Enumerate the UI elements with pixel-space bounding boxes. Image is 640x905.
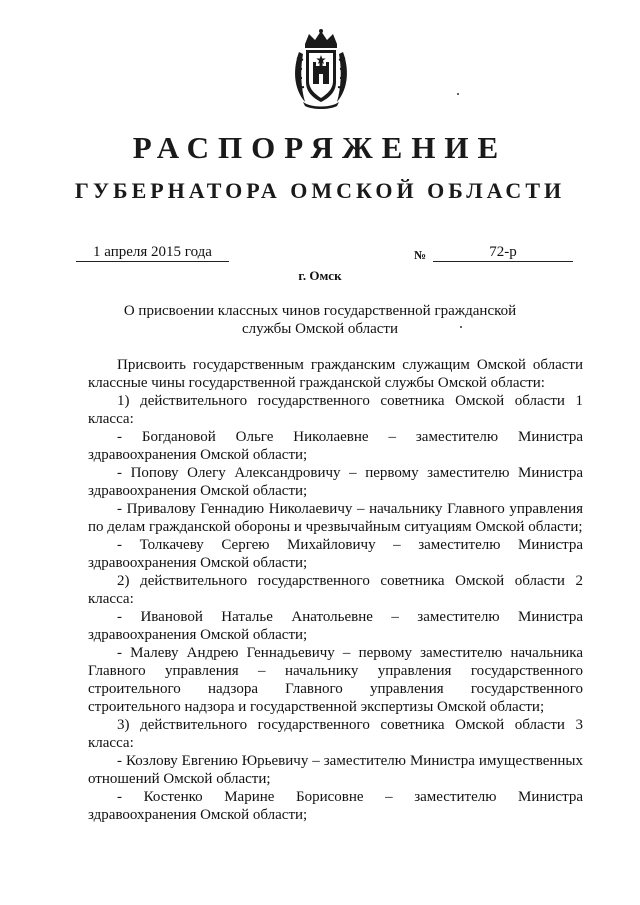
- document-city: г. Омск: [298, 268, 342, 283]
- body-paragraph: - Толкачеву Сергею Михайловичу – заместителю Министра здравоохранения Омской области;: [88, 537, 583, 571]
- body-paragraph: 1) действительного государственного советника Омской области 1 класса:: [88, 393, 583, 427]
- number-sign: №: [414, 248, 427, 262]
- document-title: РАСПОРЯЖЕНИЕ: [132, 130, 508, 165]
- scan-speck: [457, 93, 459, 95]
- body-paragraph: - Привалову Геннадию Николаевичу – начальнику Главного управления по делам гражданской обороны и чрезвычайным ситуациям Омской области;: [88, 501, 583, 535]
- scan-speck: [460, 326, 462, 328]
- document-body: [88, 356, 583, 824]
- body-paragraph: - Малеву Андрею Геннадьевичу – первому заместителю начальника Главного управления – начальнику управления государственного строительного надзора Главного управления государственного строительного надзора и государственной экспертизы Омской области;: [88, 645, 583, 715]
- coat-of-arms-icon: [291, 28, 351, 110]
- body-paragraph: - Козлову Евгению Юрьевичу – заместителю Министра имущественных отношений Омской области;: [88, 753, 583, 787]
- body-paragraph: Присвоить государственным гражданским служащим Омской области классные чины государственной гражданской службы Омской области:: [88, 357, 583, 391]
- document-number: 72-р: [433, 243, 573, 262]
- body-paragraph: - Костенко Марине Борисовне – заместителю Министра здравоохранения Омской области;: [88, 789, 583, 823]
- document-date: 1 апреля 2015 года: [76, 243, 229, 262]
- body-paragraph: - Ивановой Наталье Анатольевне – заместителю Министра здравоохранения Омской области;: [88, 609, 583, 643]
- body-paragraph: - Богдановой Ольге Николаевне – заместителю Министра здравоохранения Омской области;: [88, 429, 583, 463]
- body-paragraph: 3) действительного государственного советника Омской области 3 класса:: [88, 717, 583, 751]
- body-paragraph: 2) действительного государственного советника Омской области 2 класса:: [88, 573, 583, 607]
- body-paragraph: - Попову Олегу Александровичу – первому заместителю Министра здравоохранения Омской области;: [88, 465, 583, 499]
- document-subject: О присвоении классных чинов государственной гражданской службы Омской области: [123, 303, 517, 337]
- document-issuer: ГУБЕРНАТОРА ОМСКОЙ ОБЛАСТИ: [74, 178, 566, 203]
